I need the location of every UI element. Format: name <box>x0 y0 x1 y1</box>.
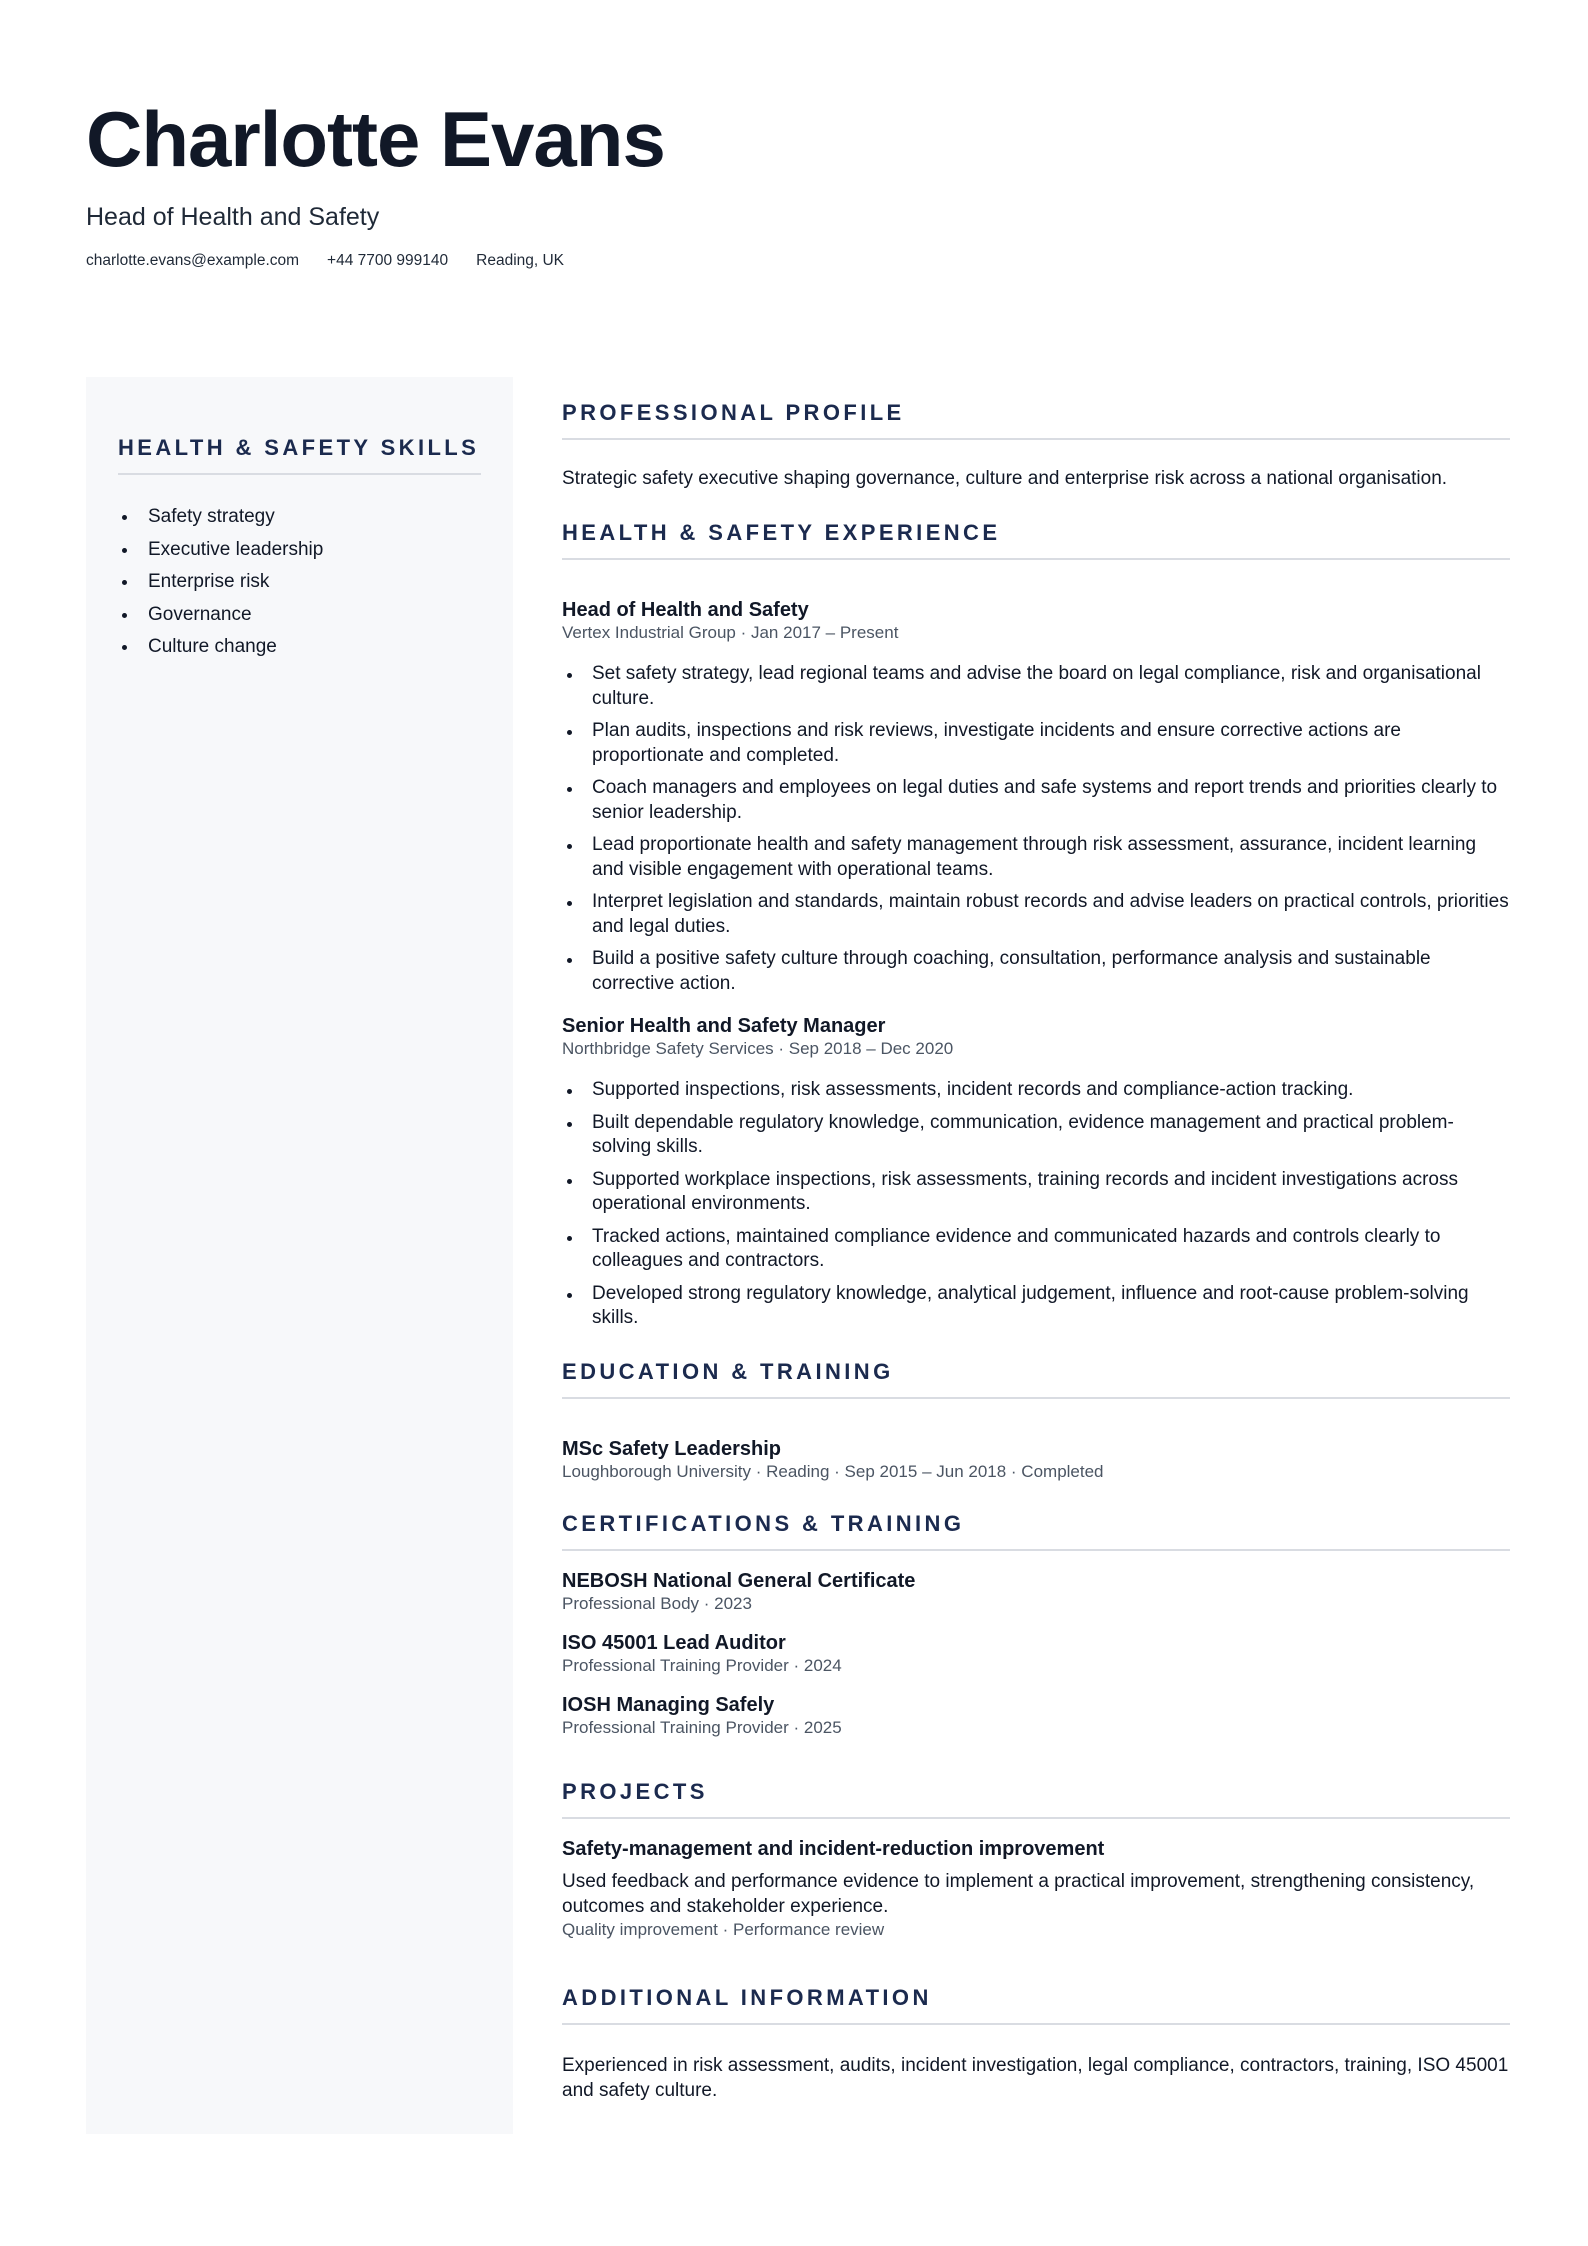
job-bullet: Developed strong regulatory knowledge, analytical judgement, influence and root-cause problem-solving skills. <box>562 1282 1510 1331</box>
job-bullet: Supported workplace inspections, risk assessments, training records and incident investigations across operational environments. <box>562 1168 1510 1217</box>
job-bullet: Build a positive safety culture through coaching, consultation, performance analysis and sustainable corrective action. <box>562 947 1510 996</box>
skill-item: Governance <box>118 599 481 632</box>
profile-summary: Strategic safety executive shaping governance, culture and enterprise risk across a national organisation. <box>562 468 1448 489</box>
contact-phone[interactable]: +44 7700 999140 <box>327 252 449 269</box>
job-title: Head of Health and Safety <box>562 599 809 621</box>
skill-item: Enterprise risk <box>118 566 481 599</box>
certification-meta: Professional Body · 2023 <box>562 1593 752 1613</box>
additional-section <box>562 1985 1510 2103</box>
job-bullet: Interpret legislation and standards, maintain robust records and advise leaders on practical controls, priorities and legal duties. <box>562 890 1510 939</box>
job-bullet: Tracked actions, maintained compliance evidence and communicated hazards and controls clearly to colleagues and contractors. <box>562 1225 1510 1274</box>
job-bullet: Set safety strategy, lead regional teams and advise the board on legal compliance, risk and organisational culture. <box>562 662 1510 711</box>
job-bullet: Coach managers and employees on legal duties and safe systems and report trends and priorities clearly to senior leadership. <box>562 776 1510 825</box>
certification-name: IOSH Managing Safely <box>562 1693 775 1716</box>
project-entry <box>562 1837 1510 1941</box>
job-meta: Vertex Industrial Group · Jan 2017 – Present <box>562 623 899 642</box>
project-meta: Quality improvement · Performance review <box>562 1919 885 1939</box>
projects-section <box>562 1779 1510 1941</box>
project-name: Safety-management and incident-reduction improvement <box>562 1837 1105 1860</box>
certification-meta: Professional Training Provider · 2024 <box>562 1655 842 1675</box>
certifications-section <box>562 1511 1510 1739</box>
contact-location: Reading, UK <box>476 252 565 269</box>
additional-text: Experienced in risk assessment, audits, incident investigation, legal compliance, contractors, training, ISO 45001 and safety culture. <box>562 2054 1509 2101</box>
experience-heading: HEALTH & SAFETY EXPERIENCE <box>562 520 1510 560</box>
contact-email[interactable]: charlotte.evans@example.com <box>86 252 300 269</box>
resume-header <box>86 92 1506 270</box>
skill-item: Culture change <box>118 631 481 664</box>
certifications-heading: CERTIFICATIONS & TRAINING <box>562 1511 1510 1551</box>
profile-heading: PROFESSIONAL PROFILE <box>562 400 1510 440</box>
skill-item: Safety strategy <box>118 501 481 534</box>
education-entry <box>562 1437 1510 1483</box>
certification-meta: Professional Training Provider · 2025 <box>562 1717 842 1737</box>
skills-list <box>118 501 481 664</box>
project-description: Used feedback and performance evidence to implement a practical improvement, strengthening consistency, outcomes and stakeholder experience. <box>562 1870 1475 1917</box>
job-title: Senior Health and Safety Manager <box>562 1015 886 1037</box>
degree-title: MSc Safety Leadership <box>562 1437 781 1460</box>
skills-heading: HEALTH & SAFETY SKILLS <box>118 435 481 475</box>
job-bullet: Supported inspections, risk assessments, incident records and compliance-action tracking. <box>562 1078 1510 1103</box>
main-column <box>562 400 1510 2103</box>
job-bullet: Plan audits, inspections and risk reviews, investigate incidents and ensure corrective actions are proportionate and completed. <box>562 719 1510 768</box>
contact-line <box>86 252 1506 270</box>
job-entry <box>562 598 1510 996</box>
experience-section <box>562 520 1510 1331</box>
profile-section <box>562 400 1510 492</box>
candidate-title: Head of Health and Safety <box>86 203 380 231</box>
degree-meta: Loughborough University · Reading · Sep 2015 – Jun 2018 · Completed <box>562 1461 1104 1481</box>
job-bullet: Lead proportionate health and safety management through risk assessment, assurance, incident learning and visible engagement with operational teams. <box>562 833 1510 882</box>
certification-item <box>562 1693 1510 1739</box>
additional-heading: ADDITIONAL INFORMATION <box>562 1985 1510 2025</box>
candidate-name: Charlotte Evans <box>86 95 665 183</box>
sidebar <box>86 377 513 2134</box>
job-entry <box>562 1014 1510 1331</box>
skill-item: Executive leadership <box>118 534 481 567</box>
job-bullet: Built dependable regulatory knowledge, communication, evidence management and practical problem-solving skills. <box>562 1111 1510 1160</box>
projects-heading: PROJECTS <box>562 1779 1510 1819</box>
job-meta: Northbridge Safety Services · Sep 2018 – Dec 2020 <box>562 1039 954 1058</box>
job-bullets <box>562 1078 1510 1331</box>
job-bullets <box>562 662 1510 996</box>
certification-item <box>562 1631 1510 1677</box>
education-section <box>562 1359 1510 1483</box>
certification-name: ISO 45001 Lead Auditor <box>562 1631 786 1654</box>
education-heading: EDUCATION & TRAINING <box>562 1359 1510 1399</box>
certification-item <box>562 1569 1510 1615</box>
certification-name: NEBOSH National General Certificate <box>562 1569 916 1592</box>
